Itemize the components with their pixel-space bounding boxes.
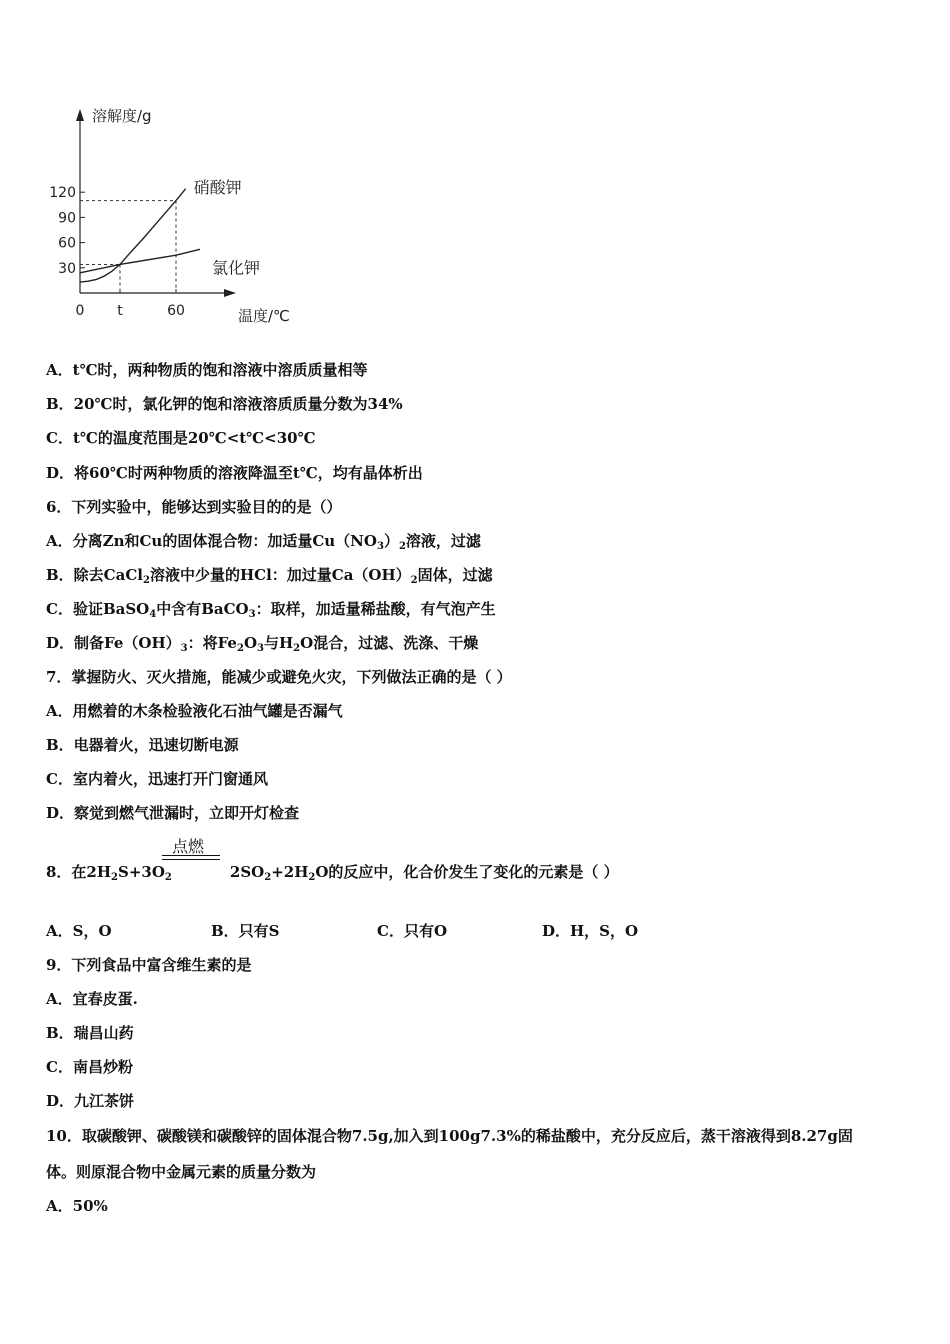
chart-guides: [80, 201, 176, 293]
q7-option-a: A．用燃着的木条检验液化石油气罐是否漏气: [46, 702, 343, 720]
q8-option-d: D．H，S，O: [542, 922, 639, 940]
q6-stem: 6．下列实验中，能够达到实验目的的是（）: [46, 498, 342, 516]
chart-series: [80, 189, 200, 282]
q8-option-b: B．只有S: [211, 922, 280, 940]
solubility-chart: [40, 95, 310, 335]
q6-option-d: D．制备$Fe(OH)_3$：将$Fe_2O_3$与$H_2O$混合，过滤、洗涤、干燥: [46, 634, 479, 654]
x-tick-label: 0: [75, 303, 85, 319]
q8-stem: 8．在$2H_2S+3O_2$ $2SO_2+2H_2O$的反应中，化合价发生了变化的元素是（ ）: [46, 863, 619, 883]
series-line-potassium-chloride: [80, 249, 200, 272]
chart-labels: [49, 107, 290, 325]
q9-option-b: B．瑞昌山药: [46, 1024, 134, 1042]
q10-stem-line1: 10．取碳酸钾、碳酸镁和碳酸锌的固体混合物7.5g,加入到100g7.3%的稀盐酸中，充分反应后，蒸干溶液得到8.27g固: [46, 1127, 853, 1145]
q7-option-b: B．电器着火，迅速切断电源: [46, 736, 239, 754]
series-label: 氯化钾: [212, 258, 261, 278]
y-tick-label: 30: [58, 260, 76, 277]
series-line-potassium-nitrate: [80, 189, 186, 282]
q6-option-a: A．分离Zn和Cu的固体混合物：加适量$Cu(NO_3)_2$溶液，过滤: [46, 532, 481, 552]
reaction-arrow-bar: [162, 855, 220, 860]
y-tick-label: 120: [49, 185, 76, 202]
q5-option-c: C．t℃的温度范围是20℃<t℃<30℃: [46, 429, 316, 447]
q9-option-c: C．南昌炒粉: [46, 1058, 133, 1076]
q9-stem: 9．下列食品中富含维生素的是: [46, 956, 252, 974]
series-label: 硝酸钾: [193, 177, 242, 197]
y-tick-label: 90: [58, 210, 76, 227]
q10-option-a: A．50%: [46, 1197, 108, 1215]
q8-option-a: A．S，O: [46, 922, 112, 940]
q7-option-d: D．察觉到燃气泄漏时，立即开灯检查: [46, 804, 300, 822]
x-tick-label: 60: [167, 303, 185, 319]
q8-option-c: C．只有O: [377, 922, 448, 940]
q5-option-b: B．20℃时，氯化钾的饱和溶液溶质质量分数为34%: [46, 395, 403, 413]
q9-option-d: D．九江茶饼: [46, 1092, 135, 1110]
y-axis-title: 溶解度/g: [92, 107, 152, 125]
q5-option-a: A．t℃时，两种物质的饱和溶液中溶质质量相等: [46, 361, 368, 379]
x-tick-label: t: [117, 303, 123, 319]
q6-option-c: C．验证BaSO$_4$中含有BaCO$_3$：取样，加适量稀盐酸，有气泡产生: [46, 600, 496, 620]
x-axis-arrow: [224, 289, 236, 297]
q7-stem: 7．掌握防火、灭火措施，能减少或避免火灾，下列做法正确的是（ ）: [46, 668, 512, 686]
q10-stem-line2: 体。则原混合物中金属元素的质量分数为: [46, 1163, 317, 1181]
q7-option-c: C．室内着火，迅速打开门窗通风: [46, 770, 268, 788]
q9-option-a: A．宜春皮蛋.: [46, 990, 138, 1008]
q6-option-b: B．除去CaCl$_2$溶液中少量的HCl：加过量$Ca(OH)_2$固体，过滤: [46, 566, 493, 586]
q5-option-d: D．将60℃时两种物质的溶液降温至t℃，均有晶体析出: [46, 464, 423, 482]
reaction-condition: 点燃: [172, 837, 205, 856]
y-tick-label: 60: [58, 235, 76, 252]
x-axis-title: 温度/℃: [238, 307, 290, 325]
y-axis-arrow: [76, 109, 84, 121]
